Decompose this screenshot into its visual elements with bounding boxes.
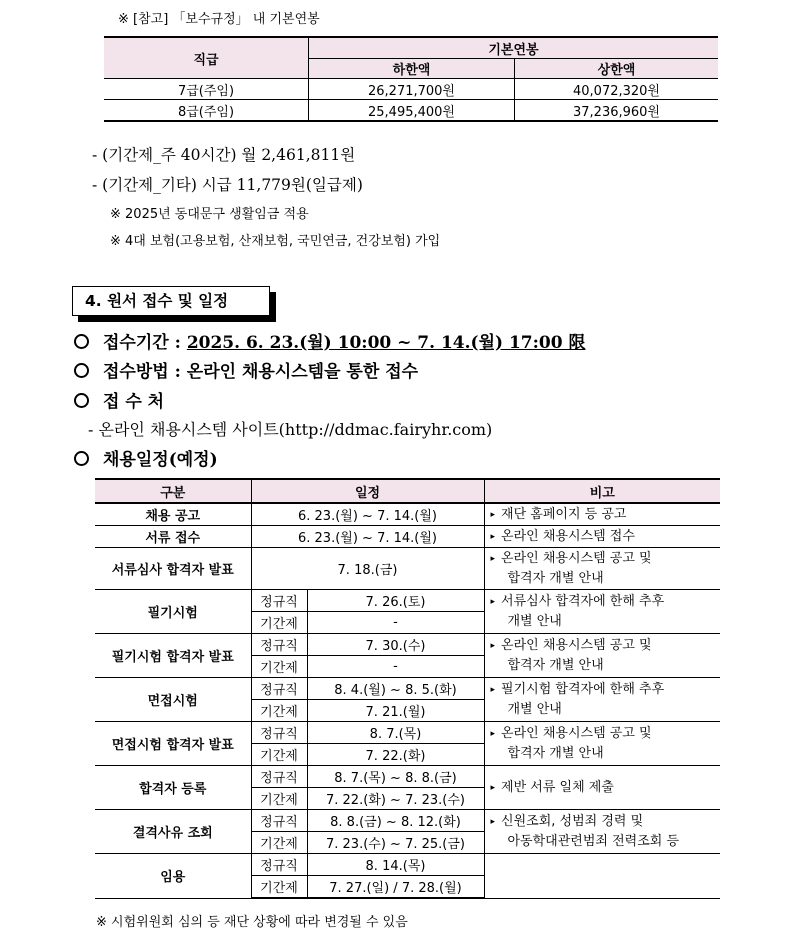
pay-line-hourly: - (기간제_기타) 시급 11,779원(일급제) <box>92 176 363 194</box>
schedule-date: 6. 23.(월) ~ 7. 14.(월) <box>251 526 484 548</box>
schedule-category: 합격자 등록 <box>95 766 251 810</box>
table-row <box>95 854 720 876</box>
employment-type: 정규직 <box>251 810 307 832</box>
employment-type: 기간제 <box>251 876 307 899</box>
salary-table <box>104 36 718 122</box>
schedule-date: 7. 22.(화) <box>307 744 484 766</box>
table-row <box>95 766 720 788</box>
hollow-circle-icon <box>74 451 89 466</box>
apply-method-text: 접수방법 : 온라인 채용시스템을 통한 접수 <box>103 362 419 382</box>
employment-type: 정규직 <box>251 722 307 744</box>
apply-place <box>74 387 164 412</box>
table-row <box>104 100 718 122</box>
schedule-table <box>95 478 720 899</box>
schedule-note <box>484 590 720 634</box>
apply-site-link[interactable]: - 온라인 채용시스템 사이트(http://ddmac.fairyhr.com) <box>88 420 493 439</box>
triangle-right-icon: ▸ <box>490 816 496 827</box>
schedule-note <box>484 634 720 678</box>
schedule-date: - <box>307 656 484 678</box>
schedule-category: 채용 공고 <box>95 503 251 526</box>
schedule-category: 서류 접수 <box>95 526 251 548</box>
triangle-right-icon: ▸ <box>490 509 496 520</box>
table-row <box>104 79 718 100</box>
schedule-category: 필기시험 합격자 발표 <box>95 634 251 678</box>
schedule-note-text: 재단 홈페이지 등 공고 <box>501 506 627 522</box>
reference-note: ※ [참고] 「보수규정」 내 기본연봉 <box>118 12 320 27</box>
schedule-note-text: 온라인 채용시스템 공고 및 <box>501 637 652 653</box>
table-row <box>95 722 720 744</box>
schedule-date: 6. 23.(월) ~ 7. 14.(월) <box>251 503 484 526</box>
salary-min: 26,271,700원 <box>309 79 515 100</box>
schedule-note <box>484 526 720 548</box>
schedule-note-text: 개별 안내 <box>507 613 562 629</box>
table-row <box>95 548 720 590</box>
salary-header-min: 하한액 <box>309 59 515 79</box>
schedule-note-text: 신원조회, 성범죄 경력 및 <box>501 813 644 829</box>
schedule-heading-text: 채용일정(예정) <box>103 450 218 470</box>
schedule-date: 7. 22.(화) ~ 7. 23.(수) <box>307 788 484 810</box>
salary-grade: 7급(주임) <box>104 79 309 100</box>
table-row <box>95 634 720 656</box>
triangle-right-icon: ▸ <box>490 728 496 739</box>
schedule-note <box>484 503 720 526</box>
schedule-note <box>484 678 720 722</box>
salary-max: 37,236,960원 <box>515 100 719 122</box>
triangle-right-icon: ▸ <box>490 684 496 695</box>
triangle-right-icon: ▸ <box>490 640 496 651</box>
schedule-date: 8. 4.(월) ~ 8. 5.(화) <box>307 678 484 700</box>
schedule-date: 8. 7.(목) ~ 8. 8.(금) <box>307 766 484 788</box>
salary-header-base: 기본연봉 <box>309 37 719 59</box>
triangle-right-icon: ▸ <box>490 531 496 542</box>
hollow-circle-icon <box>74 363 89 378</box>
schedule-note-text: 합격자 개별 안내 <box>507 657 604 673</box>
schedule-category: 면접시험 <box>95 678 251 722</box>
table-row <box>95 526 720 548</box>
schedule-date: 7. 27.(일) / 7. 28.(월) <box>307 876 484 899</box>
apply-place-label: 접 수 처 <box>103 392 165 412</box>
schedule-category: 임용 <box>95 854 251 899</box>
schedule-note <box>484 722 720 766</box>
schedule-date: 8. 7.(목) <box>307 722 484 744</box>
apply-period-value: 2025. 6. 23.(월) 10:00 ~ 7. 14.(월) 17:00 限 <box>186 333 586 353</box>
pay-note-living-wage: ※ 2025년 동대문구 생활임금 적용 <box>110 207 309 222</box>
employment-type: 정규직 <box>251 678 307 700</box>
schedule-date: 7. 26.(토) <box>307 590 484 612</box>
footer-note: ※ 시험위원회 심의 등 재단 상황에 따라 변경될 수 있음 <box>96 915 408 930</box>
employment-type: 기간제 <box>251 700 307 722</box>
apply-period-label: 접수기간 : <box>103 333 187 353</box>
hollow-circle-icon <box>74 334 89 349</box>
pay-line-weekly: - (기간제_주 40시간) 월 2,461,811원 <box>92 146 356 164</box>
salary-grade: 8급(주임) <box>104 100 309 122</box>
employment-type: 기간제 <box>251 612 307 634</box>
schedule-date: - <box>307 612 484 634</box>
apply-method <box>74 357 418 382</box>
schedule-heading <box>74 445 218 470</box>
schedule-category: 필기시험 <box>95 590 251 634</box>
employment-type: 정규직 <box>251 634 307 656</box>
schedule-date: 8. 8.(금) ~ 8. 12.(화) <box>307 810 484 832</box>
schedule-note <box>484 548 720 590</box>
pay-note-insurance: ※ 4대 보험(고용보험, 산재보험, 국민연금, 건강보험) 가입 <box>110 234 441 249</box>
employment-type: 정규직 <box>251 854 307 876</box>
schedule-category: 결격사유 조회 <box>95 810 251 854</box>
salary-max: 40,072,320원 <box>515 79 719 100</box>
schedule-date: 8. 14.(목) <box>307 854 484 876</box>
schedule-date: 7. 30.(수) <box>307 634 484 656</box>
schedule-note-text: 아동학대관련범죄 전력조회 등 <box>507 833 680 849</box>
salary-header-grade: 직급 <box>104 37 309 79</box>
hollow-circle-icon <box>74 393 89 408</box>
schedule-date: 7. 21.(월) <box>307 700 484 722</box>
schedule-category: 면접시험 합격자 발표 <box>95 722 251 766</box>
employment-type: 기간제 <box>251 788 307 810</box>
schedule-note-text: 온라인 채용시스템 공고 및 <box>501 550 652 566</box>
schedule-category: 서류심사 합격자 발표 <box>95 548 251 590</box>
schedule-header-category: 구분 <box>95 479 251 503</box>
triangle-right-icon: ▸ <box>490 782 496 793</box>
employment-type: 기간제 <box>251 656 307 678</box>
table-row <box>95 590 720 612</box>
triangle-right-icon: ▸ <box>490 596 496 607</box>
employment-type: 정규직 <box>251 590 307 612</box>
section-title: 4. 원서 접수 및 일정 <box>72 286 270 316</box>
apply-period <box>74 328 585 353</box>
table-row <box>95 678 720 700</box>
schedule-header-note: 비고 <box>484 479 720 503</box>
triangle-right-icon: ▸ <box>490 553 496 564</box>
schedule-header-date: 일정 <box>251 479 484 503</box>
schedule-note-empty <box>484 854 720 899</box>
schedule-note-text: 개별 안내 <box>507 701 562 717</box>
table-row <box>95 503 720 526</box>
employment-type: 기간제 <box>251 832 307 854</box>
schedule-note <box>484 766 720 810</box>
schedule-note <box>484 810 720 854</box>
schedule-note-text: 합격자 개별 안내 <box>507 570 604 586</box>
table-row <box>95 810 720 832</box>
employment-type: 기간제 <box>251 744 307 766</box>
salary-header-max: 상한액 <box>515 59 719 79</box>
salary-min: 25,495,400원 <box>309 100 515 122</box>
schedule-date: 7. 23.(수) ~ 7. 25.(금) <box>307 832 484 854</box>
schedule-note-text: 필기시험 합격자에 한해 추후 <box>501 681 665 697</box>
schedule-note-text: 서류심사 합격자에 한해 추후 <box>501 593 665 609</box>
schedule-note-text: 합격자 개별 안내 <box>507 745 604 761</box>
schedule-note-text: 온라인 채용시스템 접수 <box>501 528 635 544</box>
schedule-date: 7. 18.(금) <box>251 548 484 590</box>
schedule-note-text: 제반 서류 일체 제출 <box>501 779 614 795</box>
employment-type: 정규직 <box>251 766 307 788</box>
schedule-note-text: 온라인 채용시스템 공고 및 <box>501 725 652 741</box>
